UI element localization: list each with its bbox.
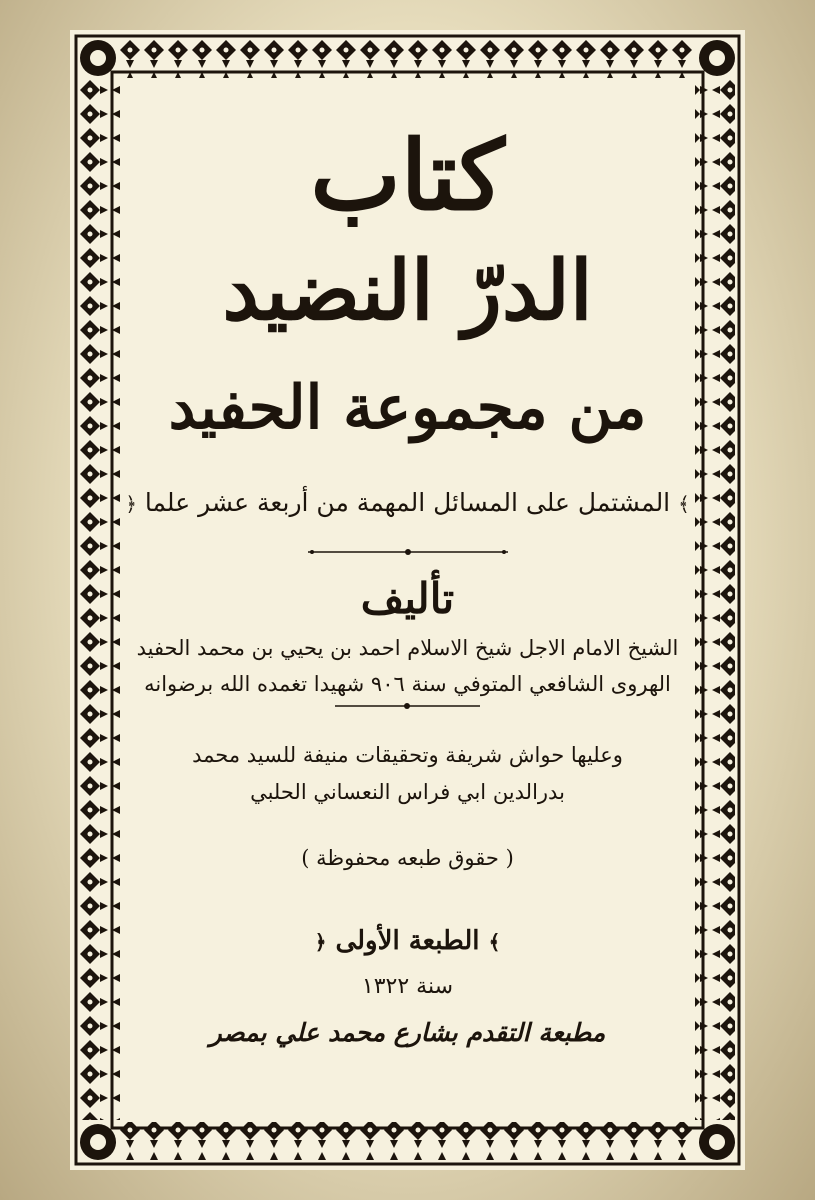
divider-rule [308, 548, 508, 556]
divider-rule-2 [335, 702, 480, 710]
publication-year: سنة ١٣٢٢ [361, 974, 454, 999]
rights-text: حقوق طبعه محفوظة [316, 846, 499, 870]
book-title-line1: الدرّ النضيد [222, 243, 593, 339]
subject-text: المشتمل على المسائل المهمة من أربعة عشر علما [144, 488, 671, 517]
authorship-heading: تأليف [360, 574, 455, 623]
subject-line [120, 488, 695, 518]
author-line-2: الهروى الشافعي المتوفي سنة ٩٠٦ شهيدا تغمده الله برضوانه [144, 672, 671, 696]
rights-notice: ( حقوق طبعه محفوظة ) [301, 846, 514, 870]
edition-text: الطبعة الأولى [335, 926, 480, 956]
title-page [120, 78, 695, 1122]
notes-line-1: وعليها حواش شريفة وتحقيقات منيفة للسيد محمد [192, 743, 623, 767]
book-title-line2: من مجموعة الحفيد [168, 373, 647, 443]
author-line-1: الشيخ الامام الاجل شيخ الاسلام احمد بن يحيي بن محمد الحفيد [136, 636, 679, 660]
ornament-bracket-right-2: ﴾ [488, 930, 501, 954]
ornament-bracket-left: ﴿ [125, 492, 137, 516]
notes-line-2: بدرالدين ابي فراس النعساني الحلبي [250, 780, 565, 804]
book-title-word: كتاب [310, 119, 505, 232]
edition-line [120, 926, 695, 957]
ornament-bracket-right: ﴾ [678, 492, 690, 516]
press-name: مطبعة التقدم بشارع محمد علي بمصر [209, 1018, 606, 1047]
ornament-bracket-left-2: ﴿ [314, 930, 327, 954]
